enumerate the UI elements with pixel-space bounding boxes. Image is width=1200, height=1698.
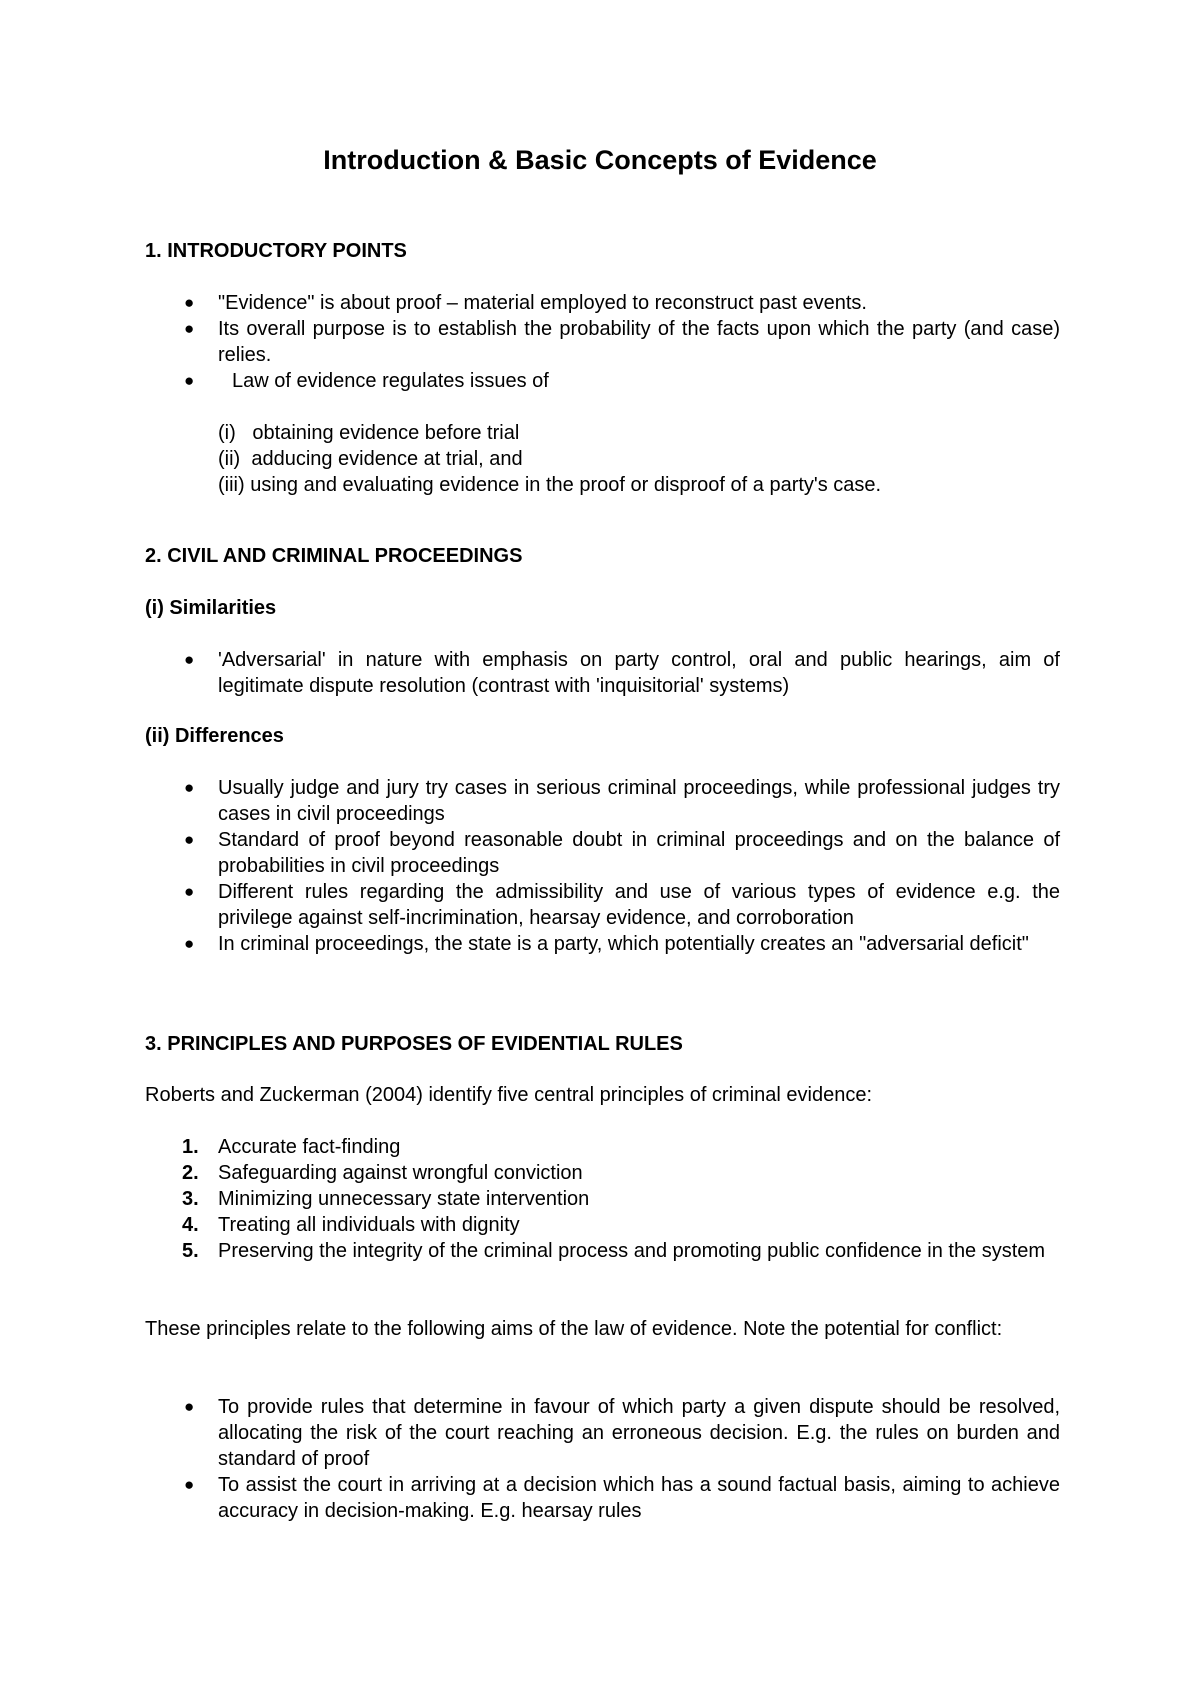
list-item: To assist the court in arriving at a decision which has a sound factual basis, aiming to achieve accuracy in decision-making. E.g. hearsay rules bbox=[218, 1474, 1060, 1522]
principle-number: 4. bbox=[182, 1214, 199, 1236]
list-item: "Evidence" is about proof – material employed to reconstruct past events. bbox=[218, 292, 867, 314]
bullet-icon: ● bbox=[184, 293, 195, 312]
principle-item: Treating all individuals with dignity bbox=[218, 1214, 520, 1236]
section-1-heading: 1. INTRODUCTORY POINTS bbox=[145, 240, 407, 262]
list-item: Standard of proof beyond reasonable doubt in criminal proceedings and on the balance of probabilities in civil proceedings bbox=[218, 829, 1060, 877]
principle-number: 1. bbox=[182, 1136, 199, 1158]
list-item: Different rules regarding the admissibility and use of various types of evidence e.g. the privilege against self-incrimination, hearsay evidence, and corroboration bbox=[218, 881, 1060, 929]
principle-item: Accurate fact-finding bbox=[218, 1136, 401, 1158]
list-item: In criminal proceedings, the state is a party, which potentially creates an "adversarial deficit" bbox=[218, 933, 1029, 955]
principle-item: Minimizing unnecessary state intervention bbox=[218, 1188, 590, 1210]
list-item: Its overall purpose is to establish the probability of the facts upon which the party (and case) relies. bbox=[218, 318, 1060, 366]
issue-item: (i) obtaining evidence before trial bbox=[218, 422, 520, 444]
principle-number: 2. bbox=[182, 1162, 199, 1184]
list-item: To provide rules that determine in favour of which party a given dispute should be resolved, allocating the risk of the court reaching an erroneous decision. E.g. the rules on burden and standard of proof bbox=[218, 1396, 1060, 1470]
principle-item: Preserving the integrity of the criminal process and promoting public confidence in the system bbox=[218, 1240, 1046, 1262]
bullet-icon: ● bbox=[184, 882, 195, 901]
section-3-intro: Roberts and Zuckerman (2004) identify five central principles of criminal evidence: bbox=[145, 1084, 873, 1106]
principle-number: 5. bbox=[182, 1240, 199, 1262]
list-item: Usually judge and jury try cases in serious criminal proceedings, while professional judges try cases in civil proceedings bbox=[218, 777, 1060, 825]
section-3-heading: 3. PRINCIPLES AND PURPOSES OF EVIDENTIAL RULES bbox=[145, 1033, 683, 1055]
differences-heading: (ii) Differences bbox=[145, 725, 284, 747]
issue-item: (ii) adducing evidence at trial, and bbox=[218, 448, 523, 470]
bullet-icon: ● bbox=[184, 1475, 195, 1494]
bullet-icon: ● bbox=[184, 1397, 195, 1416]
issue-item: (iii) using and evaluating evidence in the proof or disproof of a party's case. bbox=[218, 474, 882, 496]
principle-number: 3. bbox=[182, 1188, 199, 1210]
bullet-icon: ● bbox=[184, 830, 195, 849]
aims-intro: These principles relate to the following aims of the law of evidence. Note the potential for conflict: bbox=[145, 1318, 1003, 1340]
bullet-icon: ● bbox=[184, 778, 195, 797]
bullet-icon: ● bbox=[184, 371, 195, 390]
page-title: Introduction & Basic Concepts of Evidence bbox=[323, 145, 877, 175]
bullet-icon: ● bbox=[184, 934, 195, 953]
list-item: Law of evidence regulates issues of bbox=[232, 370, 549, 392]
bullet-icon: ● bbox=[184, 319, 195, 338]
principle-item: Safeguarding against wrongful conviction bbox=[218, 1162, 583, 1184]
similarities-heading: (i) Similarities bbox=[145, 597, 277, 619]
bullet-icon: ● bbox=[184, 650, 195, 669]
list-item: 'Adversarial' in nature with emphasis on party control, oral and public hearings, aim of legitimate dispute resolution (contrast with 'inquisitorial' systems) bbox=[218, 649, 1060, 697]
section-2-heading: 2. CIVIL AND CRIMINAL PROCEEDINGS bbox=[145, 545, 523, 567]
